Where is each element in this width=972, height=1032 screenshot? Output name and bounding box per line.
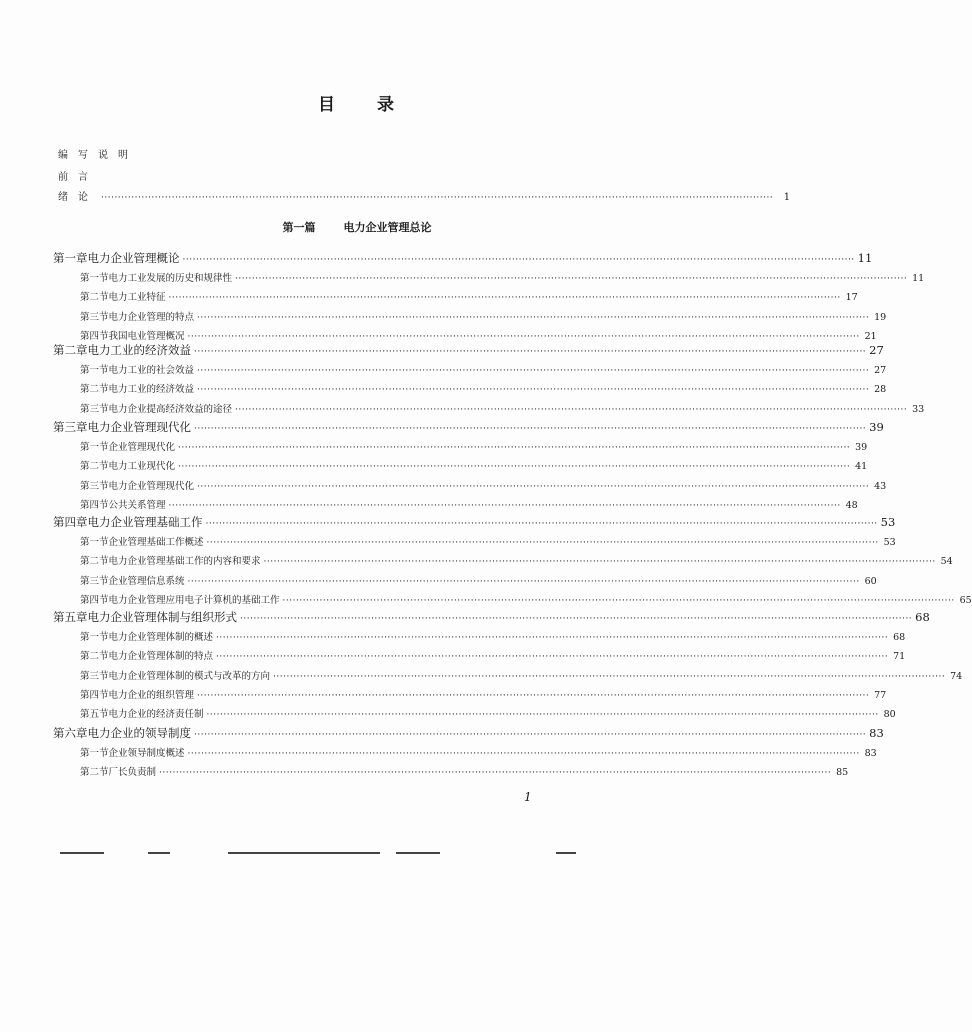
toc-page: 85 (836, 767, 849, 778)
toc-title: 电力工业的经济效益 (108, 384, 195, 395)
leader-dots: ········································································································································································································ (168, 293, 841, 303)
toc-title: 电力企业管理体制与组织形式 (87, 610, 237, 624)
leader-dots: ········································································································································································································ (273, 672, 946, 682)
toc-title: 厂长负责制 (108, 767, 157, 778)
leader-dots: ········································································································································································································ (206, 538, 879, 548)
toc-title: 公共关系管理 (108, 500, 166, 511)
toc-page: 33 (912, 404, 925, 415)
leader-dots: ········································································································································································································ (194, 424, 867, 434)
toc-section-row (80, 629, 906, 643)
toc-title: 电力企业管理体制的特点 (108, 651, 214, 662)
toc-number: 第三节 (80, 671, 109, 682)
leader-dots: ········································································································································································································ (194, 730, 867, 740)
toc-section-row (80, 328, 877, 342)
toc-title: 电力企业管理基础工作 (87, 515, 203, 529)
toc-section-row (80, 362, 887, 376)
leader-dots: ········································································································································································································ (197, 366, 870, 376)
toc-number: 第五章 (53, 610, 88, 624)
toc-title: 企业管理信息系统 (108, 576, 185, 587)
leader-dots: ········································································································································································································ (159, 768, 832, 778)
toc-page: 17 (845, 292, 858, 303)
toc-section-row (80, 381, 887, 395)
toc-section-row (80, 745, 877, 759)
toc-page: 60 (864, 576, 877, 587)
toc-number: 第六章 (53, 726, 88, 740)
leader-dots: ········································································································································································································ (187, 332, 860, 342)
leader-dots: ········································································································································································································ (194, 347, 867, 357)
toc-title: 企业领导制度概述 (108, 748, 185, 759)
page-number: 1 (524, 790, 532, 804)
toc-title: 电力企业管理概论 (87, 251, 180, 265)
toc-page: 83 (864, 748, 877, 759)
front-matter-editors-note: 编写说明 (58, 150, 138, 161)
toc-title: 企业管理基础工作概述 (108, 537, 204, 548)
toc-title: 电力工业现代化 (108, 461, 176, 472)
toc-number: 第二节 (80, 384, 109, 395)
toc-chapter-row (53, 609, 930, 625)
toc-page: 65 (959, 595, 972, 606)
toc-number: 第五节 (80, 709, 109, 720)
scan-rule (60, 852, 104, 854)
toc-title: 企业管理现代化 (108, 442, 176, 453)
toc-number: 第四节 (80, 500, 109, 511)
toc-section-row (80, 706, 896, 720)
toc-page: 27 (869, 343, 884, 357)
part-number: 第一篇 (282, 221, 316, 234)
leader-dots: ········································································································································································································ (240, 614, 913, 624)
title-char-2: 录 (377, 95, 396, 115)
leader-dots: ········································································································································································································ (206, 710, 879, 720)
part-title: 电力企业管理总论 (343, 221, 432, 234)
toc-section-row (80, 592, 972, 606)
page-title (0, 90, 714, 115)
toc-page: 27 (874, 365, 887, 376)
leader-dots: ········································································································································································································ (235, 274, 908, 284)
scan-rule (396, 852, 440, 854)
toc-number: 第三节 (80, 481, 109, 492)
toc-number: 第四节 (80, 331, 109, 342)
toc-number: 第一节 (80, 632, 109, 643)
leader-dots: ········································································································································································································ (187, 577, 860, 587)
front-matter-preface: 前言 (58, 172, 98, 183)
toc-page: 53 (880, 515, 896, 529)
toc-section-row (80, 401, 925, 415)
toc-title: 电力企业管理应用电子计算机的基础工作 (108, 595, 280, 606)
scan-rule (556, 852, 576, 854)
toc-title: 电力企业的领导制度 (87, 726, 191, 740)
toc-number: 第三节 (80, 312, 109, 323)
toc-number: 第二章 (53, 343, 88, 357)
toc-page: 21 (864, 331, 877, 342)
toc-section-row (80, 478, 887, 492)
toc-number: 第二节 (80, 292, 109, 303)
scan-rule (148, 852, 170, 854)
leader-dots: ········································································································································································································ (282, 596, 955, 606)
leader-dots: ········································································································································································································ (197, 313, 870, 323)
toc-title: 电力企业管理体制的模式与改革的方向 (108, 671, 271, 682)
part-heading (0, 219, 714, 235)
toc-page: 54 (940, 556, 953, 567)
leader-dots: ········································································································································································································ (178, 462, 851, 472)
toc-page: 68 (893, 632, 906, 643)
toc-chapter-row (53, 342, 884, 358)
toc-section-row (80, 553, 953, 567)
toc-page: 71 (893, 651, 906, 662)
toc-section-row (80, 534, 896, 548)
toc-chapter-row (53, 725, 884, 741)
toc-page: 43 (874, 481, 887, 492)
toc-number: 第一节 (80, 365, 109, 376)
toc-number: 第二节 (80, 556, 109, 567)
toc-section-row (80, 648, 906, 662)
toc-section-row (80, 439, 868, 453)
toc-page: 28 (874, 384, 887, 395)
toc-title: 电力工业发展的历史和规律性 (108, 273, 233, 284)
leader-dots: ········································································································································································································ (187, 749, 860, 759)
toc-title: 电力企业管理基础工作的内容和要求 (108, 556, 261, 567)
toc-chapter-row (53, 514, 896, 530)
title-char-1: 目 (318, 95, 337, 115)
toc-title: 电力企业的经济责任制 (108, 709, 204, 720)
toc-section-row (80, 497, 858, 511)
leader-dots: ········································································································································································································ (197, 385, 870, 395)
toc-section-row (80, 764, 849, 778)
toc-number: 第三章 (53, 420, 88, 434)
toc-number: 第三节 (80, 404, 109, 415)
toc-number: 第一章 (53, 251, 88, 265)
leader-dots: ········································································································································································································ (216, 633, 889, 643)
toc-section-row (80, 687, 887, 701)
toc-chapter-row (53, 419, 884, 435)
toc-page: 11 (912, 273, 925, 284)
toc-label: 绪论 (58, 192, 98, 203)
toc-number: 第三节 (80, 576, 109, 587)
leader-dots: ········································································································································································································ (235, 405, 908, 415)
leader-dots: ········································································································································································································ (178, 443, 851, 453)
toc-page: 80 (883, 709, 896, 720)
toc-section-row (80, 309, 887, 323)
toc-title: 电力工业的社会效益 (108, 365, 195, 376)
toc-title: 电力企业管理现代化 (87, 420, 191, 434)
toc-section-row (80, 289, 858, 303)
toc-number: 第四节 (80, 690, 109, 701)
toc-title: 我国电业管理概况 (108, 331, 185, 342)
toc-number: 第一节 (80, 748, 109, 759)
toc-page: 39 (855, 442, 868, 453)
leader-dots: ········································································································································································································ (205, 519, 878, 529)
leader-dots: ········································································································································································································ (263, 557, 936, 567)
toc-title: 电力企业管理体制的概述 (108, 632, 214, 643)
toc-section-row (80, 573, 877, 587)
toc-number: 第二节 (80, 651, 109, 662)
toc-page: 53 (883, 537, 896, 548)
toc-number: 第四节 (80, 595, 109, 606)
toc-page: 83 (869, 726, 884, 740)
toc-chapter-row (53, 250, 873, 266)
toc-title: 电力工业特征 (108, 292, 166, 303)
toc-row-introduction (58, 188, 791, 203)
toc-title: 电力企业管理现代化 (108, 481, 195, 492)
leader-dots: ········································································································································································································ (216, 652, 889, 662)
toc-page: 1 (783, 192, 791, 203)
toc-number: 第二节 (80, 767, 109, 778)
toc-number: 第二节 (80, 461, 109, 472)
scan-rule (228, 852, 380, 854)
toc-number: 第一节 (80, 537, 109, 548)
toc-section-row (80, 668, 963, 682)
leader-dots: ········································································································································································································ (168, 501, 841, 511)
toc-title: 电力企业管理的特点 (108, 312, 195, 323)
toc-title: 电力工业的经济效益 (87, 343, 191, 357)
toc-page: 19 (874, 312, 887, 323)
toc-page: 48 (845, 500, 858, 511)
toc-number: 第一节 (80, 442, 109, 453)
toc-page: 41 (855, 461, 868, 472)
toc-page: 74 (950, 671, 963, 682)
toc-page: 77 (874, 690, 887, 701)
leader-dots: ········································································································································································································ (197, 482, 870, 492)
toc-number: 第四章 (53, 515, 88, 529)
toc-number: 第一节 (80, 273, 109, 284)
toc-page: 68 (915, 610, 930, 624)
leader-dots: ········································································································································································································ (197, 691, 870, 701)
toc-page: 39 (869, 420, 884, 434)
leader-dots: ········································································································································································································ (182, 255, 855, 265)
toc-title: 电力企业的组织管理 (108, 690, 195, 701)
toc-section-row (80, 270, 925, 284)
toc-section-row (80, 458, 868, 472)
leader-dots: ········································································································································································································ (101, 193, 774, 203)
toc-page: 11 (857, 251, 873, 265)
toc-title: 电力企业提高经济效益的途径 (108, 404, 233, 415)
